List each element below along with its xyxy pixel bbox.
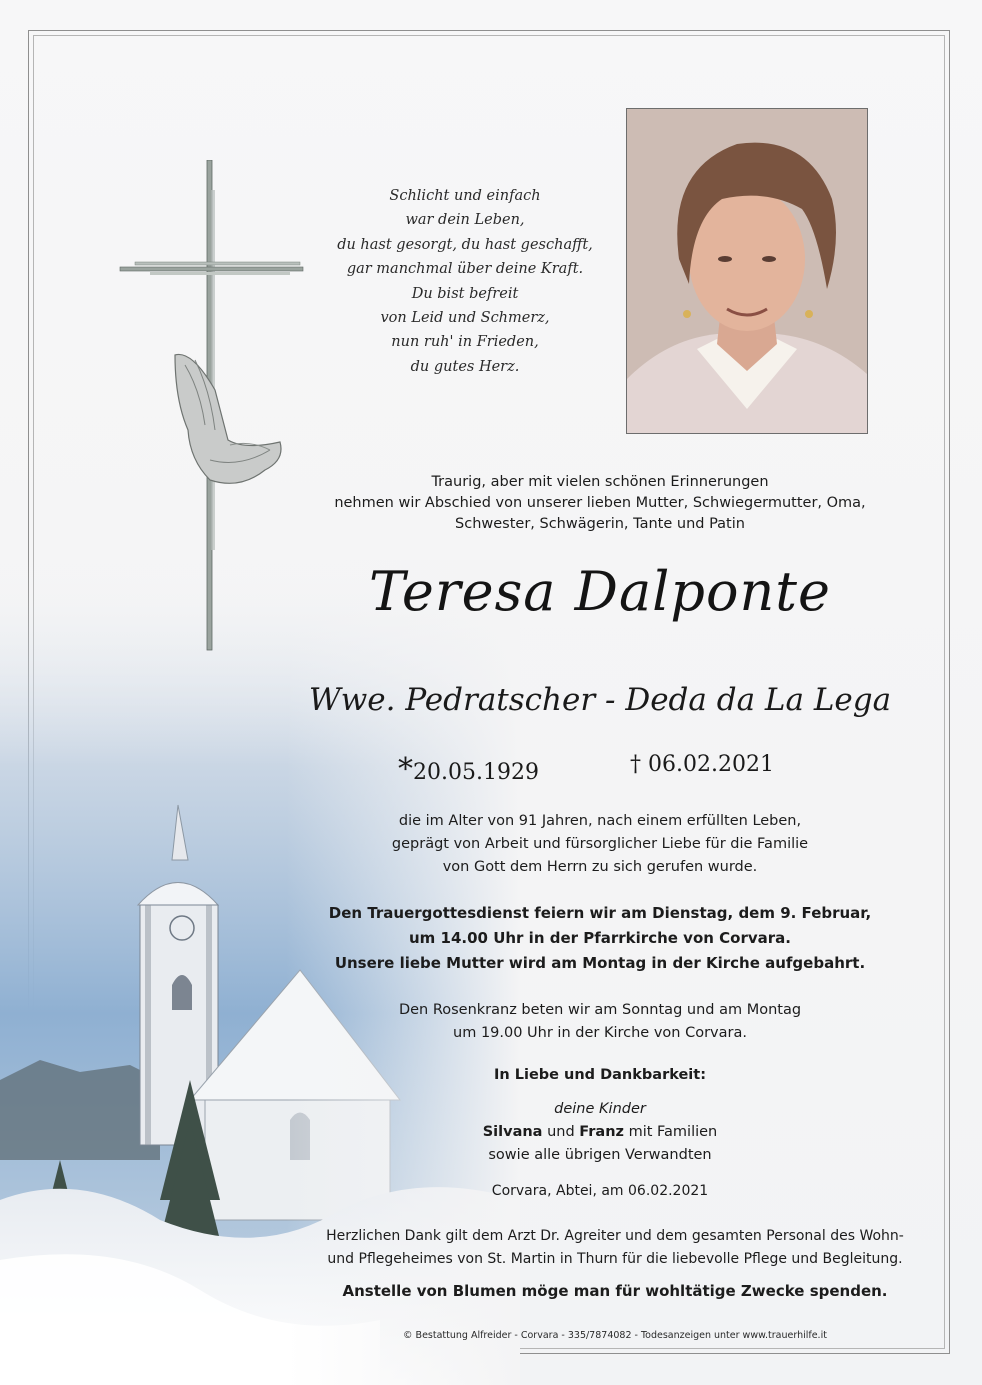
praying-hands-icon <box>175 354 281 483</box>
service-line: Unsere liebe Mutter wird am Montag in der Kirche aufgebahrt. <box>334 954 866 972</box>
intro-text <box>250 472 950 535</box>
thanks-heading: In Liebe und Dankbarkeit: <box>493 1067 707 1083</box>
family-line: sowie alle übrigen Verwandten <box>488 1147 712 1163</box>
birth-date <box>398 752 539 787</box>
family-name-1: Silvana <box>482 1124 543 1140</box>
footer-credit: © Bestattung Alfreider - Corvara - 335/7874082 - Todesanzeigen unter www.trauerhilfe.it <box>403 1330 827 1341</box>
poem-line: war dein Leben, <box>405 212 525 229</box>
donation-note: Anstelle von Blumen möge man für wohltätige Zwecke spenden. <box>342 1282 888 1300</box>
family-names-line <box>300 1121 900 1144</box>
intro-line: nehmen wir Abschied von unserer lieben Mutter, Schwiegermutter, Oma, <box>334 495 866 511</box>
rosary-line: Den Rosenkranz beten wir am Sonntag und am Montag <box>398 1002 802 1018</box>
poem-line: nun ruh' in Frieden, <box>391 334 539 351</box>
rosary-text <box>300 999 900 1045</box>
life-line: die im Alter von 91 Jahren, nach einem erfüllten Leben, <box>398 813 802 829</box>
family-line: deine Kinder <box>554 1101 646 1117</box>
deceased-subname: Wwe. Pedratscher - Deda da La Lega <box>308 682 892 718</box>
intro-line: Schwester, Schwägerin, Tante und Patin <box>455 516 745 532</box>
poem-line: gar manchmal über deine Kraft. <box>346 261 584 278</box>
family-name-2: Franz <box>579 1124 624 1140</box>
gratitude-line: und Pflegeheimes von St. Martin in Thurn für die liebevolle Pflege und Begleitung. <box>327 1251 903 1267</box>
service-text <box>270 901 930 976</box>
family-suffix: mit Familien <box>628 1124 718 1140</box>
deceased-name: Teresa Dalponte <box>369 560 831 623</box>
poem-line: du hast gesorgt, du hast geschafft, <box>337 236 593 253</box>
poem <box>330 184 600 379</box>
rosary-line: um 19.00 Uhr in der Kirche von Corvara. <box>453 1025 747 1041</box>
poem-line: von Leid und Schmerz, <box>380 310 550 327</box>
intro-line: Traurig, aber mit vielen schönen Erinnerungen <box>431 474 769 490</box>
family-and: und <box>547 1124 575 1140</box>
portrait-photo <box>626 108 868 434</box>
life-line: geprägt von Arbeit und fürsorglicher Liebe für die Familie <box>391 836 809 852</box>
death-symbol: † <box>630 752 641 777</box>
birth-date-value: 20.05.1929 <box>413 760 539 785</box>
place-date: Corvara, Abtei, am 06.02.2021 <box>491 1183 709 1199</box>
service-line: Den Trauergottesdienst feiern wir am Dienstag, dem 9. Februar, <box>328 904 872 922</box>
gratitude-line: Herzlichen Dank gilt dem Arzt Dr. Agreiter und dem gesamten Personal des Wohn- <box>326 1228 904 1244</box>
family-text <box>300 1098 900 1167</box>
life-text <box>300 810 900 879</box>
poem-line: Schlicht und einfach <box>389 188 541 204</box>
birth-symbol: * <box>398 752 413 787</box>
gratitude-text <box>250 1225 980 1271</box>
service-line: um 14.00 Uhr in der Pfarrkirche von Corvara. <box>409 929 791 947</box>
poem-line: Du bist befreit <box>411 285 519 302</box>
poem-line: du gutes Herz. <box>410 358 520 375</box>
death-date <box>630 752 774 777</box>
life-line: von Gott dem Herrn zu sich gerufen wurde. <box>442 859 758 875</box>
death-date-value: 06.02.2021 <box>648 752 774 777</box>
